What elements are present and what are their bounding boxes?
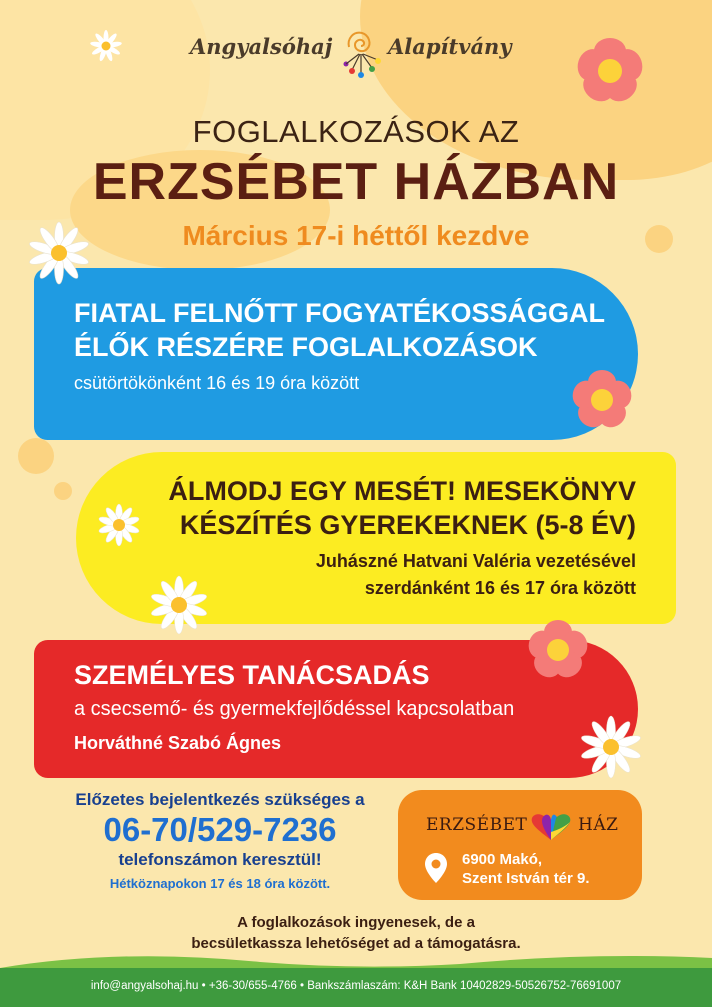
notice-line2: becsületkassza lehetőséget ad a támogatásra. xyxy=(191,935,521,952)
venue-card xyxy=(398,790,642,900)
program-subtitle: a csecsemő- és gyermekfejlődéssel kapcsolatban xyxy=(74,698,515,720)
address-line2: Szent István tér 9. xyxy=(462,870,590,887)
rainbow-heart-icon xyxy=(526,812,576,842)
registration-line2: telefonszámon keresztül! xyxy=(118,850,322,869)
daisy-icon xyxy=(24,218,94,288)
logo-right-word: Alapítvány xyxy=(388,34,512,59)
foundation-logo xyxy=(190,24,530,84)
start-date: Március 17-i héttől kezdve xyxy=(182,220,530,251)
pink-flower-icon xyxy=(568,32,652,110)
registration-line1: Előzetes bejelentkezés szükséges a xyxy=(75,790,365,809)
address-line1: 6900 Makó, xyxy=(462,851,543,868)
venue-brand-right: HÁZ xyxy=(578,815,619,835)
headline-line1: FOGLALKOZÁSOK AZ xyxy=(192,114,520,149)
notice-line1: A foglalkozások ingyenesek, de a xyxy=(237,914,475,931)
registration-info xyxy=(60,790,380,891)
venue-brand-left: ERZSÉBET xyxy=(426,815,528,835)
page-title: ERZSÉBET HÁZBAN xyxy=(92,153,620,211)
daisy-icon xyxy=(94,500,144,550)
daisy-icon xyxy=(146,572,212,638)
logo-left-word: Angyalsóhaj xyxy=(190,34,333,59)
program-title-line: ÁLMODJ EGY MESÉT! MESEKÖNYV xyxy=(168,476,636,506)
program-time: szerdánként 16 és 17 óra között xyxy=(364,578,636,598)
location-pin-icon xyxy=(424,852,448,884)
daisy-icon xyxy=(576,712,646,782)
program-title-line: FIATAL FELNŐTT FOGYATÉKOSSÁGGAL xyxy=(74,298,605,328)
program-title: SZEMÉLYES TANÁCSADÁS xyxy=(74,660,430,690)
program-leader: Juhászné Hatvani Valéria vezetésével xyxy=(315,551,636,571)
grass-decoration xyxy=(0,938,712,970)
program-person: Horváthné Szabó Ágnes xyxy=(74,733,282,753)
registration-hours: Hétköznapokon 17 és 18 óra között. xyxy=(109,876,331,891)
footer-contact: info@angyalsohaj.hu • +36-30/655-4766 • Bankszámlaszám: K&H Bank 10402829-50526752-76691007 xyxy=(90,980,622,992)
venue-logo xyxy=(426,812,626,842)
program-panel-disability xyxy=(34,268,638,440)
venue-address xyxy=(462,850,590,888)
pink-flower-icon xyxy=(564,364,640,436)
footer xyxy=(0,968,712,1007)
program-title-line: ÉLŐK RÉSZÉRE FOGLALKOZÁSOK xyxy=(74,332,538,362)
decor-dot xyxy=(54,482,72,500)
program-time: csütörtökönként 16 és 19 óra között xyxy=(74,373,360,393)
pink-flower-icon xyxy=(520,614,596,686)
daisy-icon xyxy=(88,28,124,64)
phone-number[interactable]: 06-70/529-7236 xyxy=(103,811,337,848)
program-title-line: KÉSZÍTÉS GYEREKEKNEK (5-8 ÉV) xyxy=(179,510,636,540)
decor-dot xyxy=(18,438,54,474)
spiral-logo-icon xyxy=(338,24,384,84)
